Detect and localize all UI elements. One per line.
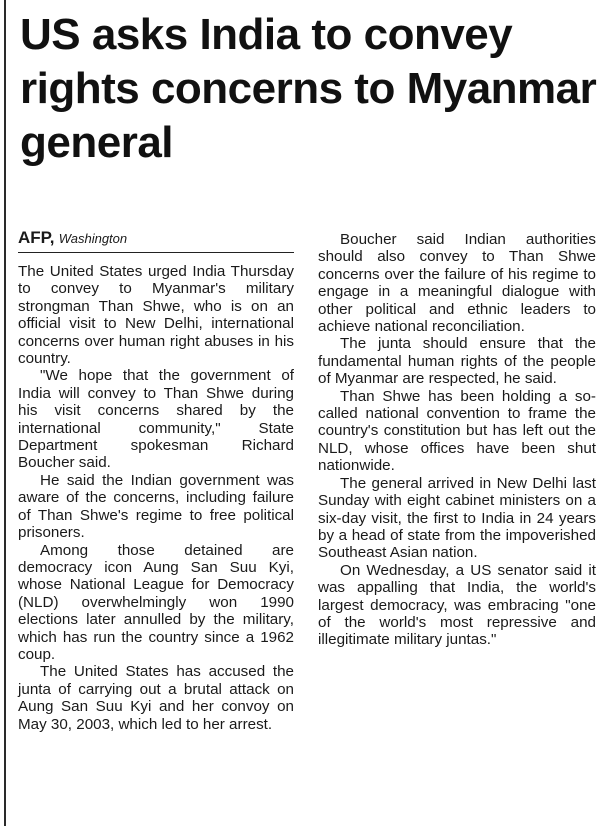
column-rule — [4, 0, 6, 826]
paragraph: On Wednesday, a US senator said it was appalling that India, the world's largest democracy, was embracing "one of the world's most repressive and illegitimate military juntas." — [318, 561, 596, 649]
article-column-right — [318, 231, 596, 649]
paragraph: The general arrived in New Delhi last Sunday with eight cabinet ministers on a six-day visit, the first to India in 24 years by a head of state from the impoverished Southeast Asian nation. — [318, 474, 596, 562]
paragraph: Than Shwe has been holding a so-called national convention to frame the country's constitution but has left out the NLD, whose offices have been shut nationwide. — [318, 387, 596, 475]
byline-place: Washington — [58, 231, 128, 246]
paragraph: Among those detained are democracy icon Aung San Suu Kyi, whose National League for Democracy (NLD) overwhelmingly won 1990 elections later annulled by the military, which has run the country since a 1962 coup. — [18, 541, 294, 663]
paragraph: "We hope that the government of India will convey to Than Shwe during his visit concerns shared by the international community," State Department spokesman Richard Boucher said. — [18, 367, 294, 472]
article-column-left — [18, 228, 294, 733]
paragraph: He said the Indian government was aware of the concerns, including failure of Than Shwe's regime to free political prisoners. — [18, 471, 294, 542]
byline-agency: AFP, — [18, 228, 55, 247]
paragraph: The junta should ensure that the fundamental human rights of the people of Myanmar are respected, he said. — [318, 335, 596, 388]
headline: US asks India to convey rights concerns to Myanmar general — [20, 10, 597, 167]
byline — [18, 228, 294, 253]
paragraph: Boucher said Indian authorities should also convey to Than Shwe concerns over the failure of his regime to engage in a meaningful dialogue with other political and ethnic leaders to achieve national reconciliation. — [318, 231, 596, 336]
paragraph: The United States has accused the junta of carrying out a brutal attack on Aung San Suu Kyi and her convoy on May 30, 2003, which led to her arrest. — [18, 663, 294, 733]
paragraph: The United States urged India Thursday to convey to Myanmar's military strongman Than Shwe, who is on an official visit to New Delhi, international concerns over human right abuses in his country. — [18, 263, 294, 368]
